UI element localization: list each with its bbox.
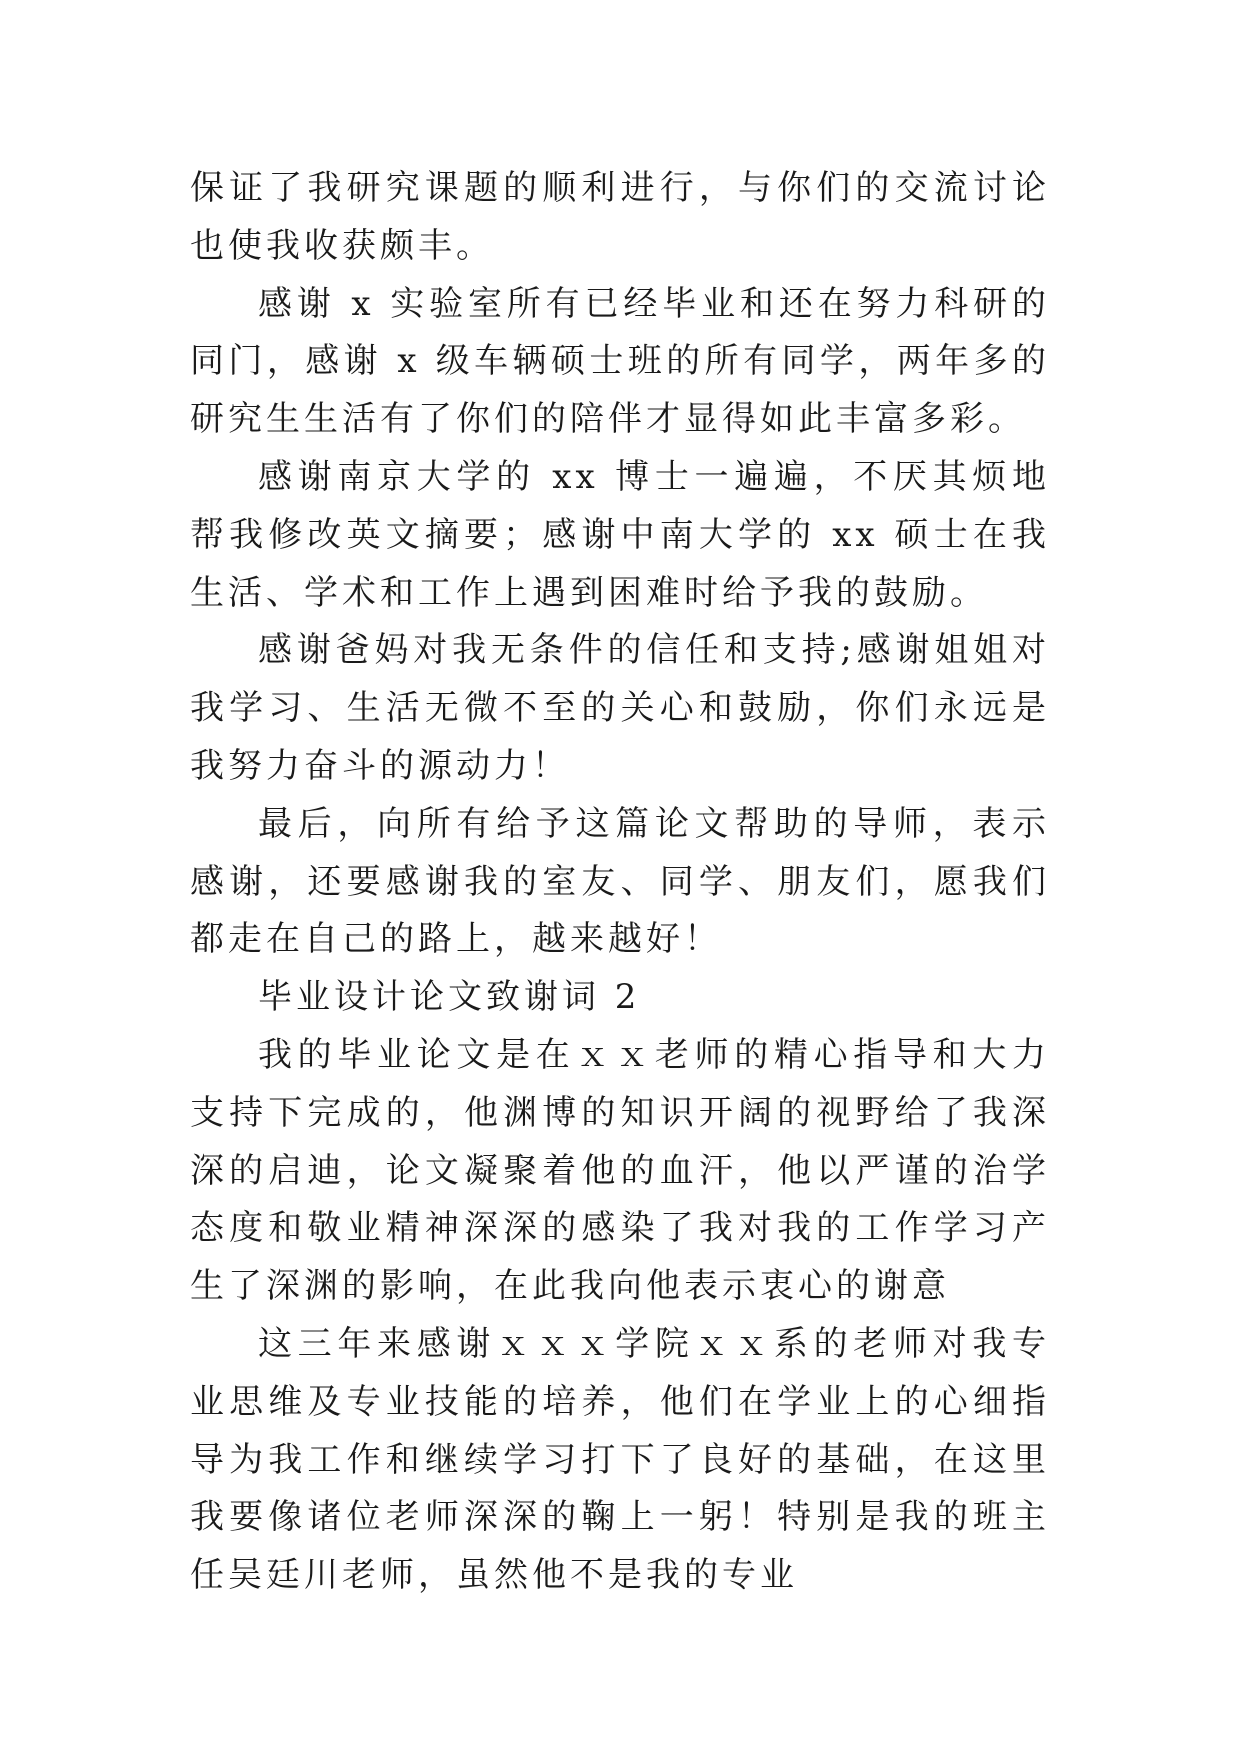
paragraph: 最后，向所有给予这篇论文帮助的导师，表示感谢，还要感谢我的室友、同学、朋友们，愿我们都走在自己的路上，越来越好！ [190,803,1050,960]
paragraph: 保证了我研究课题的顺利进行，与你们的交流讨论也使我收获颇丰。 [190,168,1050,266]
document-body [190,160,1050,1605]
paragraph: 这三年来感谢ｘｘｘ学院ｘｘ系的老师对我专业思维及专业技能的培养，他们在学业上的心细指导为我工作和继续学习打下了良好的基础，在这里我要像诸位老师深深的鞠上一躬！特别是我的班主任吴廷川老师，虽然他不是我的专业 [190,1323,1050,1596]
paragraph: 感谢南京大学的 xx 博士一遍遍，不厌其烦地帮我修改英文摘要；感谢中南大学的 xx 硕士在我生活、学术和工作上遇到困难时给予我的鼓励。 [190,456,1050,613]
paragraph: 感谢 x 实验室所有已经毕业和还在努力科研的同门，感谢 x 级车辆硕士班的所有同学，两年多的研究生生活有了你们的陪伴才显得如此丰富多彩。 [190,283,1050,440]
paragraph: 感谢爸妈对我无条件的信任和支持;感谢姐姐对我学习、生活无微不至的关心和鼓励，你们永远是我努力奋斗的源动力！ [190,630,1050,786]
paragraph: 我的毕业论文是在ｘｘ老师的精心指导和大力支持下完成的，他渊博的知识开阔的视野给了我深深的启迪，论文凝聚着他的血汗，他以严谨的治学态度和敬业精神深深的感染了我对我的工作学习产生了深渊的影响，在此我向他表示衷心的谢意 [190,1034,1050,1307]
section-heading: 毕业设计论文致谢词 2 [258,977,641,1018]
